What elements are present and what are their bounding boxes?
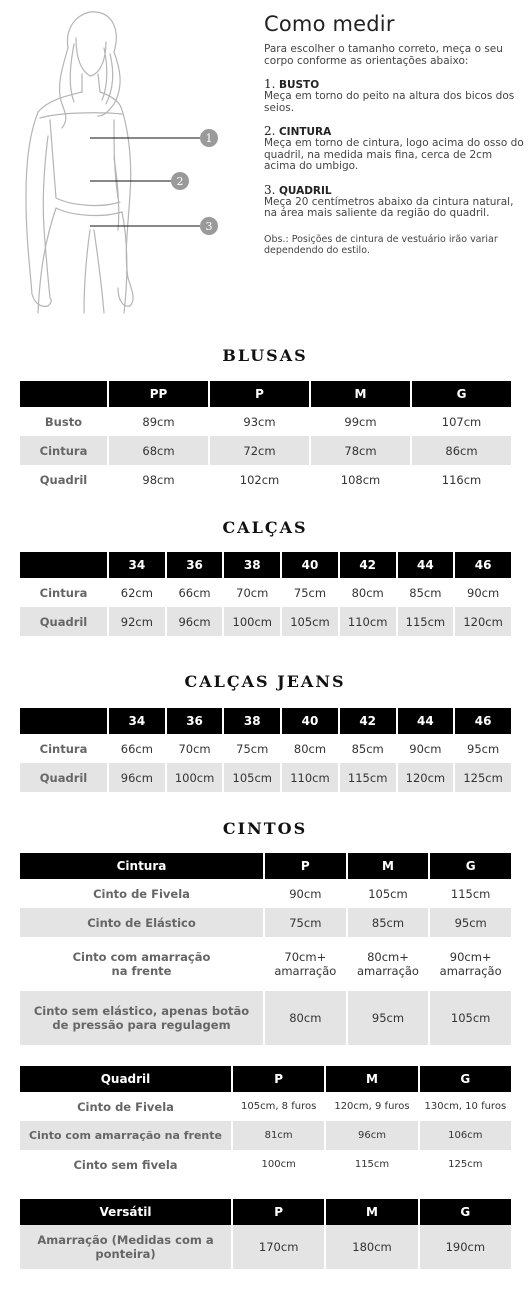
step-description: Meça em torno do peito na altura dos bicos dos seios. bbox=[264, 90, 515, 114]
marker-2-label: 2 bbox=[176, 175, 184, 188]
row-header: Cinto de Fivela bbox=[77, 1099, 174, 1114]
row-header: Quadril bbox=[20, 607, 107, 636]
table-cell: 115cm bbox=[450, 886, 491, 901]
table-row bbox=[20, 763, 511, 792]
row-header: Cinto com amarração na frente bbox=[20, 1121, 231, 1150]
table-cell: 105cm bbox=[224, 763, 280, 792]
table-cell: 98cm bbox=[142, 472, 175, 487]
table-row bbox=[20, 1121, 511, 1150]
step-cintura bbox=[264, 124, 526, 173]
table-cell: 70cm bbox=[236, 585, 269, 600]
step-name: QUADRIL bbox=[278, 184, 332, 197]
column-header: P bbox=[233, 1066, 324, 1092]
table-row bbox=[20, 1225, 511, 1269]
table-cell: 100cm bbox=[261, 1159, 296, 1170]
table-cell: 105cm bbox=[282, 607, 338, 636]
table-cell: 130cm, 10 furos bbox=[424, 1101, 507, 1112]
table-cell: 70cm bbox=[178, 741, 211, 756]
table-cell: 70cm+ amarração bbox=[274, 950, 337, 978]
table-cell: 100cm bbox=[224, 607, 280, 636]
table-cell: 66cm bbox=[120, 741, 153, 756]
table-row bbox=[20, 436, 511, 465]
table-cell: 93cm bbox=[243, 414, 276, 429]
step-number: 2. bbox=[264, 124, 276, 138]
table-row bbox=[20, 908, 511, 937]
table-row bbox=[20, 937, 511, 991]
table-cell: 96cm bbox=[109, 763, 165, 792]
table-cell: 85cm bbox=[348, 908, 429, 937]
table-cell: 108cm bbox=[340, 472, 381, 487]
column-header: G bbox=[420, 1066, 511, 1092]
column-header: P bbox=[233, 1199, 324, 1225]
table-cell: 72cm bbox=[210, 436, 309, 465]
blusas-size-table bbox=[18, 381, 513, 494]
row-header: Cinto de Elástico bbox=[20, 908, 263, 937]
table-header-row bbox=[20, 1066, 511, 1092]
table-row bbox=[20, 578, 511, 607]
table-cell: 105cm bbox=[430, 991, 511, 1045]
table-cell: 115cm bbox=[354, 1159, 390, 1170]
row-header: Amarração (Medidas com a ponteira) bbox=[20, 1225, 231, 1269]
cintos-quadril-table bbox=[18, 1066, 513, 1179]
table-cell: 81cm bbox=[233, 1121, 324, 1150]
column-header: 40 bbox=[282, 552, 338, 578]
column-header: G bbox=[412, 381, 511, 407]
table-cell: 105cm bbox=[368, 886, 408, 901]
calcas-title: CALÇAS bbox=[222, 518, 308, 537]
table-cell: 90cm bbox=[289, 886, 322, 901]
table-cell: 66cm bbox=[178, 585, 211, 600]
column-header: 34 bbox=[109, 552, 165, 578]
table-row bbox=[20, 991, 511, 1045]
row-header: Cinto sem fivela bbox=[73, 1157, 178, 1172]
column-header: 42 bbox=[340, 552, 396, 578]
guide-note: Obs.: Posições de cintura de vestuário irão variar dependendo do estilo. bbox=[264, 233, 498, 256]
table-cell: 102cm bbox=[239, 472, 280, 487]
table-row bbox=[20, 1150, 511, 1179]
column-header: 36 bbox=[167, 552, 223, 578]
table-cell: 105cm, 8 furos bbox=[241, 1101, 317, 1112]
column-header: G bbox=[420, 1199, 511, 1225]
row-header: Cintura bbox=[20, 436, 107, 465]
row-header: Cintura bbox=[39, 585, 88, 600]
table-row bbox=[20, 879, 511, 908]
table-cell: 120cm bbox=[398, 763, 454, 792]
column-header: M bbox=[348, 853, 429, 879]
table-cell: 85cm bbox=[409, 585, 442, 600]
column-header: 42 bbox=[340, 708, 396, 734]
column-header: G bbox=[430, 853, 511, 879]
table-row bbox=[20, 734, 511, 763]
calcas-size-table bbox=[18, 552, 513, 636]
table-cell: 125cm bbox=[455, 763, 511, 792]
step-description: Meça 20 centímetros abaixo da cintura natural, na área mais saliente da região do quadril. bbox=[264, 195, 514, 219]
step-name: BUSTO bbox=[278, 79, 320, 91]
column-header bbox=[20, 381, 107, 407]
row-header: Quadril bbox=[20, 763, 107, 792]
column-header: P bbox=[265, 853, 346, 879]
table-cell: 80cm bbox=[293, 741, 327, 756]
table-cell: 120cm bbox=[455, 607, 511, 636]
guide-intro: Para escolher o tamanho correto, meça o seu corpo conforme as orientações abaixo: bbox=[264, 43, 503, 67]
body-measurement-illustration bbox=[10, 8, 240, 320]
table-cell: 116cm bbox=[441, 472, 482, 487]
table-header-row bbox=[20, 381, 511, 407]
table-header-row bbox=[20, 1199, 511, 1225]
row-header: Cinto de Fivela bbox=[93, 886, 190, 901]
cintos-title: CINTOS bbox=[222, 819, 308, 838]
cintos-versatil-table bbox=[18, 1199, 513, 1269]
column-header: 44 bbox=[398, 708, 454, 734]
column-header: 38 bbox=[224, 708, 280, 734]
column-header: Quadril bbox=[20, 1066, 231, 1092]
row-header: Quadril bbox=[39, 472, 88, 487]
column-header: 46 bbox=[455, 552, 511, 578]
column-header bbox=[20, 552, 107, 578]
table-cell: 125cm bbox=[448, 1159, 483, 1170]
table-cell: 68cm bbox=[109, 436, 208, 465]
row-header: Busto bbox=[44, 414, 83, 429]
row-header: Cintura bbox=[39, 741, 88, 756]
table-cell: 80cm bbox=[351, 585, 384, 600]
step-busto bbox=[264, 77, 526, 114]
table-row bbox=[20, 1092, 511, 1121]
column-header: M bbox=[311, 381, 410, 407]
column-header: 40 bbox=[282, 708, 338, 734]
table-cell: 106cm bbox=[420, 1121, 511, 1150]
table-row bbox=[20, 465, 511, 494]
column-header: 44 bbox=[398, 552, 454, 578]
table-cell: 96cm bbox=[167, 607, 223, 636]
column-header: 46 bbox=[455, 708, 511, 734]
table-cell: 80cm+ amarração bbox=[356, 950, 419, 978]
table-cell: 100cm bbox=[167, 763, 223, 792]
measurement-guide bbox=[264, 12, 526, 256]
table-cell: 62cm bbox=[120, 585, 153, 600]
table-cell: 95cm bbox=[348, 991, 429, 1045]
table-cell: 96cm bbox=[326, 1121, 417, 1150]
step-description: Meça em torno de cintura, logo acima do osso do quadril, na medida mais fina, cerca de 2cm acima do umbigo. bbox=[264, 137, 524, 172]
table-cell: 95cm bbox=[430, 908, 511, 937]
jeans-title: CALÇAS JEANS bbox=[184, 672, 346, 691]
table-cell: 75cm bbox=[265, 908, 346, 937]
step-name: CINTURA bbox=[278, 126, 332, 138]
table-header-row bbox=[20, 853, 511, 879]
column-header: 34 bbox=[109, 708, 165, 734]
table-header-row bbox=[20, 552, 511, 578]
table-cell: 107cm bbox=[441, 414, 482, 429]
marker-3-label: 3 bbox=[205, 220, 213, 233]
jeans-size-table bbox=[18, 708, 513, 792]
table-cell: 90cm bbox=[467, 585, 500, 600]
row-header: Cinto sem elástico, apenas botão de pressão para regulagem bbox=[20, 991, 263, 1045]
column-header: Cintura bbox=[20, 853, 263, 879]
column-header: M bbox=[326, 1199, 417, 1225]
table-cell: 115cm bbox=[340, 763, 396, 792]
table-cell: 80cm bbox=[265, 991, 346, 1045]
table-cell: 78cm bbox=[311, 436, 410, 465]
table-cell: 180cm bbox=[326, 1225, 417, 1269]
table-cell: 90cm+ amarração bbox=[439, 950, 502, 978]
table-row bbox=[20, 407, 511, 436]
table-cell: 115cm bbox=[398, 607, 454, 636]
table-cell: 95cm bbox=[467, 741, 500, 756]
guide-title: Como medir bbox=[264, 12, 395, 36]
step-quadril bbox=[264, 183, 526, 220]
table-cell: 120cm, 9 furos bbox=[334, 1101, 410, 1112]
column-header: Versátil bbox=[20, 1199, 231, 1225]
column-header: M bbox=[326, 1066, 417, 1092]
table-cell: 86cm bbox=[412, 436, 511, 465]
column-header: PP bbox=[109, 381, 208, 407]
step-number: 1. bbox=[264, 77, 276, 91]
row-header: Cinto com amarração na frente bbox=[72, 950, 211, 978]
table-cell: 85cm bbox=[351, 741, 384, 756]
table-cell: 110cm bbox=[340, 607, 396, 636]
marker-1-label: 1 bbox=[205, 132, 213, 145]
column-header bbox=[20, 708, 107, 734]
table-cell: 170cm bbox=[233, 1225, 324, 1269]
column-header: 38 bbox=[224, 552, 280, 578]
table-cell: 75cm bbox=[236, 741, 269, 756]
table-cell: 110cm bbox=[282, 763, 338, 792]
how-to-measure-section bbox=[0, 0, 530, 330]
table-cell: 92cm bbox=[109, 607, 165, 636]
table-row bbox=[20, 607, 511, 636]
table-header-row bbox=[20, 708, 511, 734]
cintos-cintura-table bbox=[18, 853, 513, 1045]
step-number: 3. bbox=[264, 182, 276, 197]
blusas-title: BLUSAS bbox=[222, 346, 308, 365]
table-cell: 99cm bbox=[344, 414, 377, 429]
column-header: 36 bbox=[167, 708, 223, 734]
table-cell: 190cm bbox=[420, 1225, 511, 1269]
table-cell: 90cm bbox=[409, 741, 442, 756]
table-cell: 89cm bbox=[142, 414, 175, 429]
table-cell: 75cm bbox=[293, 585, 327, 600]
column-header: P bbox=[210, 381, 309, 407]
